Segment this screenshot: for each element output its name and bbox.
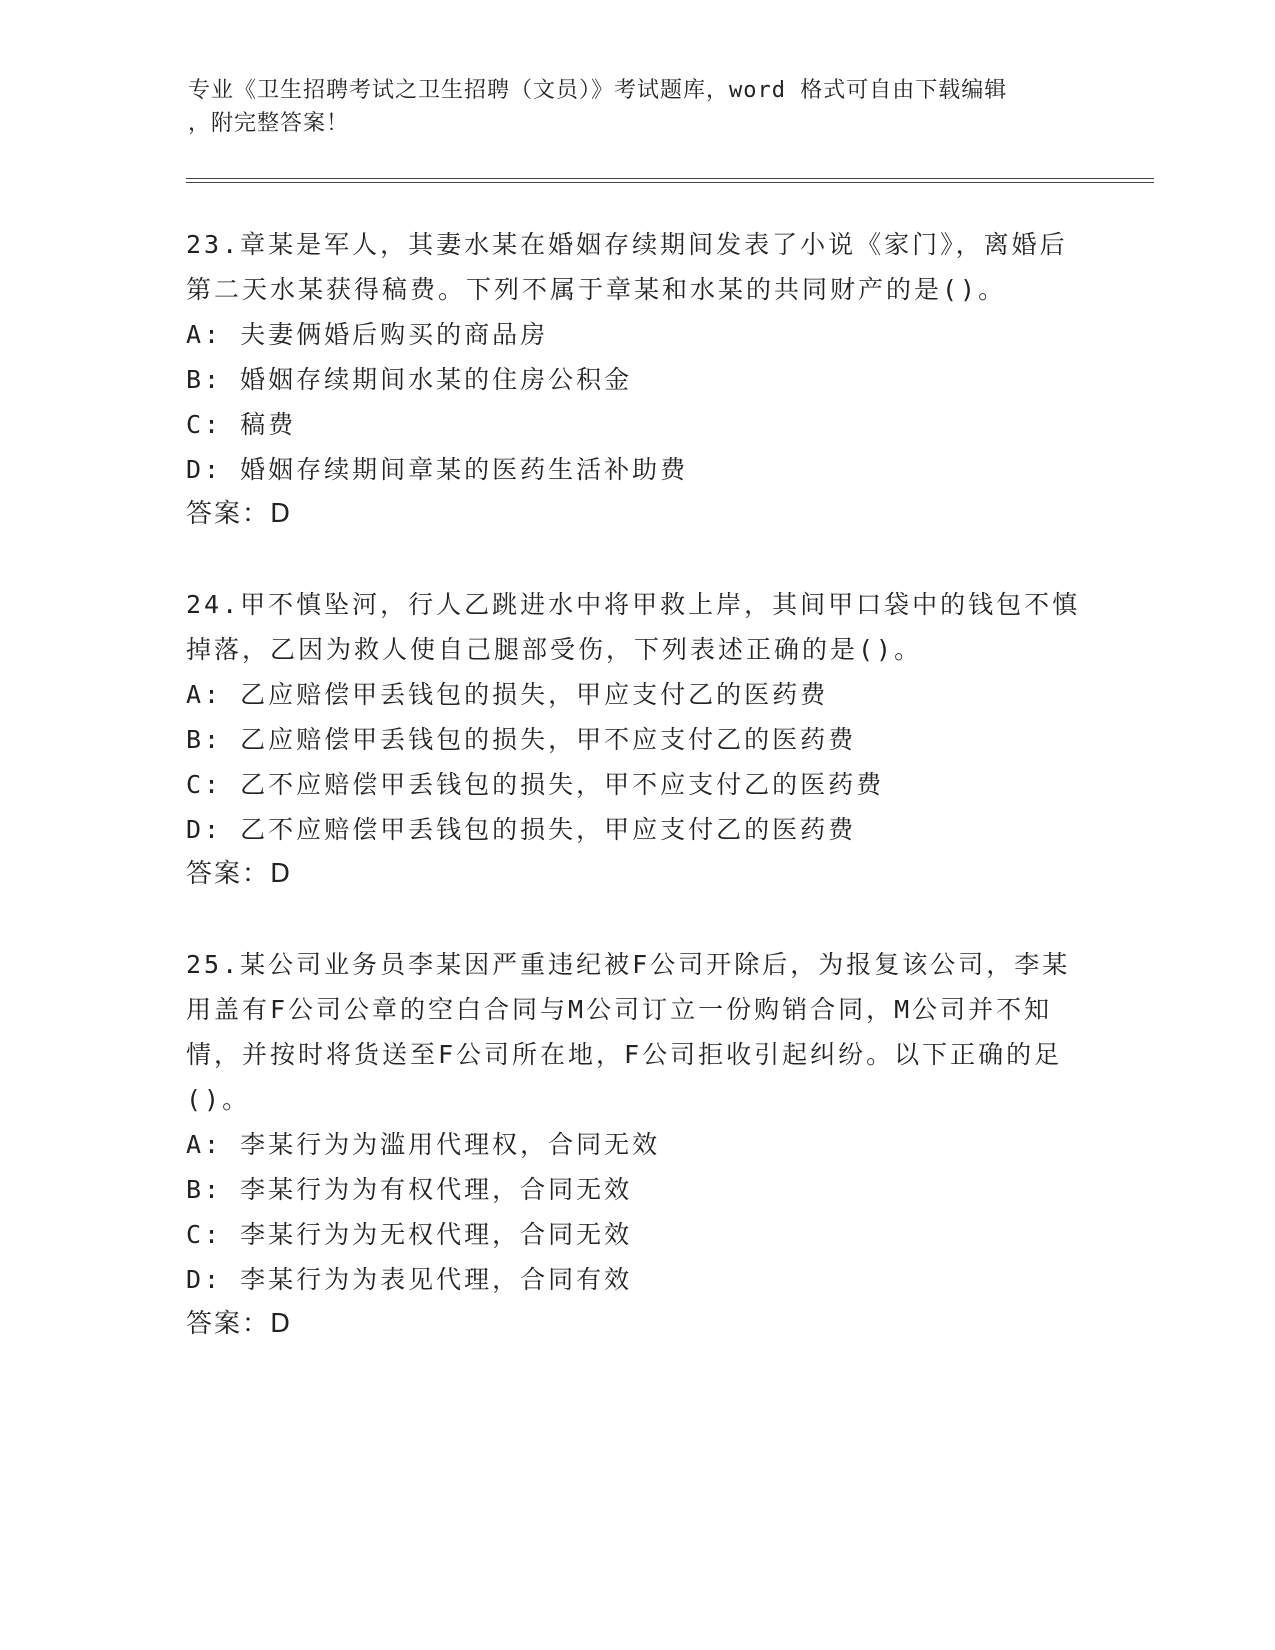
option-c: C: 李某行为为无权代理，合同无效 [186, 1220, 633, 1249]
answer-label: 答案：D [186, 1309, 293, 1339]
question-23 [186, 222, 1086, 537]
option-b: B: 婚姻存续期间水某的住房公积金 [186, 365, 633, 394]
answer-label: 答案：D [186, 499, 293, 529]
question-25 [186, 942, 1086, 1347]
header-divider-bottom [186, 182, 1154, 183]
document-header-text: 专业《卫生招聘考试之卫生招聘（文员）》考试题库，word 格式可自由下载编辑 ，附完整答案！ [188, 78, 1008, 136]
question-stem: 25.某公司业务员李某因严重违纪被F公司开除后，为报复该公司，李某用盖有F公司公章的空白合同与M公司订立一份购销合同，M公司并不知情，并按时将货送至F公司所在地，F公司拒收引起纠纷。以下正确的足()。 [186, 950, 1071, 1114]
option-a: A: 夫妻俩婚后购买的商品房 [186, 320, 549, 349]
header-divider-top [186, 178, 1154, 179]
answer-label: 答案：D [186, 859, 293, 889]
question-stem: 23.章某是军人，其妻水某在婚姻存续期间发表了小说《家门》，离婚后第二天水某获得稿费。下列不属于章某和水某的共同财产的是()。 [186, 230, 1068, 304]
option-b: B: 李某行为为有权代理，合同无效 [186, 1175, 633, 1204]
option-a: A: 李某行为为滥用代理权，合同无效 [186, 1130, 661, 1159]
option-d: D: 乙不应赔偿甲丢钱包的损失，甲应支付乙的医药费 [186, 815, 857, 844]
option-c: C: 稿费 [186, 410, 297, 439]
question-24 [186, 582, 1086, 897]
option-d: D: 李某行为为表见代理，合同有效 [186, 1265, 633, 1294]
question-stem: 24.甲不慎坠河，行人乙跳进水中将甲救上岸，其间甲口袋中的钱包不慎掉落，乙因为救人使自己腿部受伤，下列表述正确的是()。 [186, 590, 1081, 664]
option-d: D: 婚姻存续期间章某的医药生活补助费 [186, 455, 689, 484]
option-b: B: 乙应赔偿甲丢钱包的损失，甲不应支付乙的医药费 [186, 725, 857, 754]
option-c: C: 乙不应赔偿甲丢钱包的损失，甲不应支付乙的医药费 [186, 770, 885, 799]
option-a: A: 乙应赔偿甲丢钱包的损失，甲应支付乙的医药费 [186, 680, 829, 709]
